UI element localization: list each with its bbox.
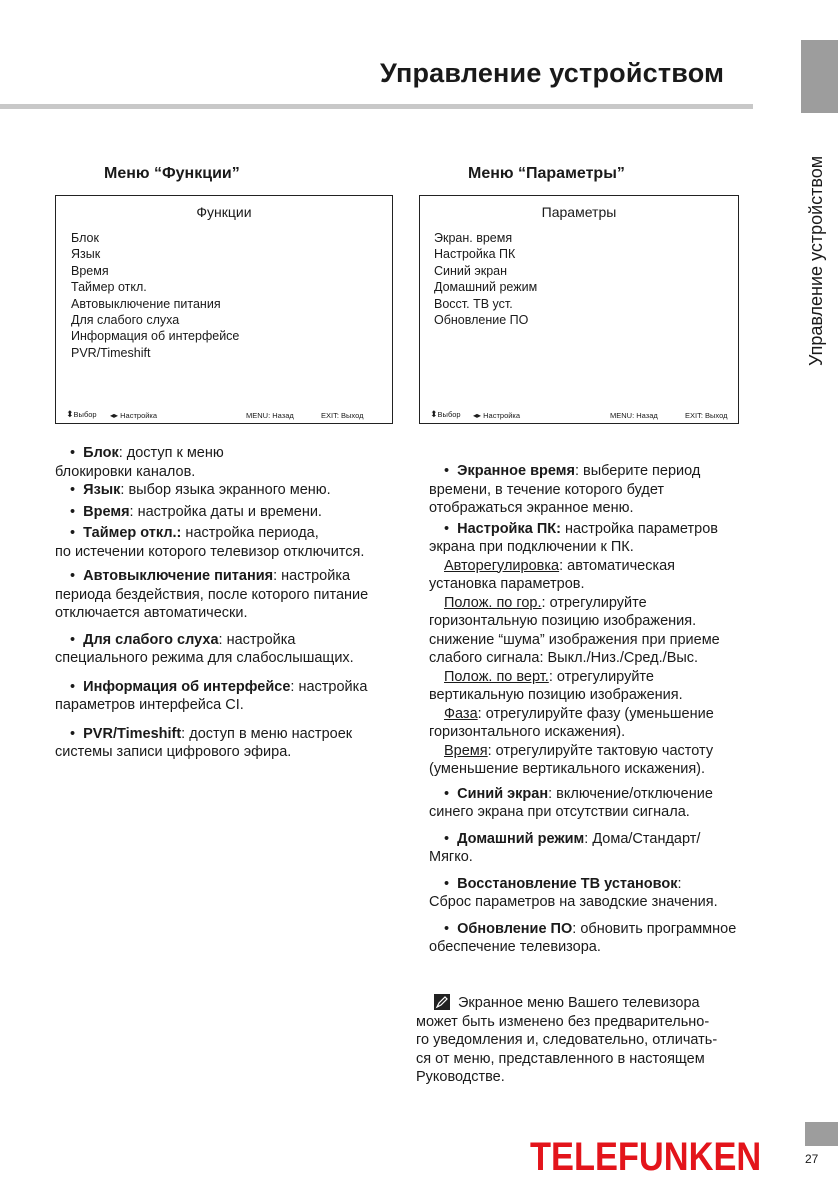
desc-blok: • Блок: доступ к меню [70,445,224,461]
header-divider [0,104,753,109]
params-box-title: Параметры [541,204,617,220]
left-right-arrows-icon: ◂▸ [473,411,482,420]
desc-pc-setup: • Настройка ПК: настройка параметров [444,520,718,537]
params-menu-box [419,195,739,424]
menu-item-home-mode[interactable]: Домашний режим [434,280,538,295]
left-right-arrows-icon: ◂▸ [110,411,119,420]
desc-interface-info: • Информация об интерфейсе: настройка [70,678,368,695]
functions-box-title: Функции [196,204,252,220]
menu-item-auto-power-off[interactable]: Автовыключение питания [71,296,221,311]
functions-menu-footer [66,406,382,420]
exit-hint: EXIT: Выход [685,411,728,420]
menu-item-interface-info[interactable]: Информация об интерфейсе [71,329,240,344]
desc-auto-power-off: • Автовыключение питания: настройка [70,568,351,584]
page-tab-marker [805,1122,838,1146]
note-pencil-icon [434,994,450,1010]
adjust-hint: ◂▸ Настройка [473,411,521,420]
desc-blue-screen: • Синий экран: включение/отключение [444,785,713,802]
select-hint: ⬍Выбор [66,409,97,419]
menu-item-pvr-timeshift[interactable]: PVR/Timeshift [71,345,151,360]
desc-reset-tv: • Восстановление ТВ установок: [444,875,682,892]
params-menu-list [434,230,537,328]
adjust-hint: ◂▸ Настройка [110,411,158,420]
menu-item-language[interactable]: Язык [71,247,101,262]
desc-screen-time: • Экранное время: выберите период [444,463,701,479]
params-menu-heading: Меню “Параметры” [468,165,625,182]
functions-menu-list [71,230,239,361]
desc-sleep-timer: • Таймер откл.: настройка периода, [70,525,319,541]
menu-item-screen-time[interactable]: Экран. время [434,231,513,245]
menu-item-pc-setup[interactable]: Настройка ПК [434,247,516,262]
note-block: Экранное меню Вашего телевизора может быть изменено без предварительно- го уведомления и, следовательно, отличать- ся от меню, представленного в настоящем Руководстве. [416,995,718,1085]
desc-software-update: • Обновление ПО: обновить программное [444,920,737,937]
menu-back-hint: MENU: Назад [610,411,658,420]
page-number: 27 [805,1152,819,1166]
desc-pvr-timeshift: • PVR/Timeshift: доступ в меню настроек [70,725,353,742]
menu-item-blok[interactable]: Блок [71,231,99,245]
exit-hint: EXIT: Выход [321,411,364,420]
functions-descriptions: • Блок: доступ к меню блокировки каналов. • Язык: выбор языка экранного меню. • Время: настройка даты и времени. • Таймер откл.: настройка периода, по истечении которого телевизор отключится. • Автовыключение питания: настройка периода бездействия, после которого питание отключается автоматически. • Для слабого слуха: настройка специального режима для слабослышащих. • Информация об интерфейсе: настройка параметров интерфейса CI. • PVR/Timeshift: доступ в меню настроек системы записи цифрового эфира. [55,444,415,762]
desc-auto-adjust: Авторегулировка: автоматическая [444,557,676,574]
functions-menu-heading: Меню “Функции” [104,165,240,182]
desc-time: • Время: настройка даты и времени. [70,503,322,520]
brand-logo: TELEFUNKEN [530,1135,762,1179]
functions-menu-box [55,195,393,424]
menu-item-time[interactable]: Время [71,263,109,278]
menu-item-blue-screen[interactable]: Синий экран [434,263,508,278]
desc-h-position: Полож. по гор.: отрегулируйте [444,594,647,611]
menu-item-software-update[interactable]: Обновление ПО [434,313,529,328]
menu-back-hint: MENU: Назад [246,411,294,420]
menu-item-sleep-timer[interactable]: Таймер откл. [71,280,147,295]
desc-hearing-impaired: • Для слабого слуха: настройка [70,631,296,648]
menu-item-hearing-impaired[interactable]: Для слабого слуха [71,313,180,328]
desc-home-mode: • Домашний режим: Дома/Стандарт/ [444,830,701,847]
desc-clock: Время: отрегулируйте тактовую частоту [444,742,714,759]
select-hint: ⬍Выбор [430,409,461,419]
desc-language: • Язык: выбор языка экранного меню. [70,482,331,498]
params-menu-footer [430,406,728,420]
page-title: Управление устройством [380,58,725,88]
desc-v-position: Полож. по верт.: отрегулируйте [444,668,654,685]
up-down-arrows-icon: ⬍ [66,409,74,419]
params-descriptions: • Экранное время: выберите период времени, в течение которого будет отображаться экранное меню. • Настройка ПК: настройка параметров экрана при подключении к ПК. Авторегулировка: автоматическая установка параметров. Полож. по гор.: отрегулируйте горизонтальную позицию изображения. снижение “шума” изображения при приеме слабого сигнала: Выкл./Низ./Сред./Выс. Полож. по верт.: отрегулируйте вертикальную позицию изображения. Фаза: отрегулируйте фазу (уменьшение горизонтального искажения). Время: отрегулируйте тактовую частоту (уменьшение вертикального искажения). • Синий экран: включение/отключение синего экрана при отсутствии сигнала. • Домашний режим: Дома/Стандарт/ Мягко. • Восстановление ТВ установок: Сброс параметров на заводские значения. • Обновление ПО: обновить программное обеспечение телевизора. [429,462,789,957]
menu-item-reset-tv[interactable]: Восст. ТВ уст. [434,296,513,311]
side-tab-marker [801,40,838,113]
desc-phase: Фаза: отрегулируйте фазу (уменьшение [444,705,714,722]
side-section-label: Управление устройством [806,155,826,366]
up-down-arrows-icon: ⬍ [430,409,438,419]
